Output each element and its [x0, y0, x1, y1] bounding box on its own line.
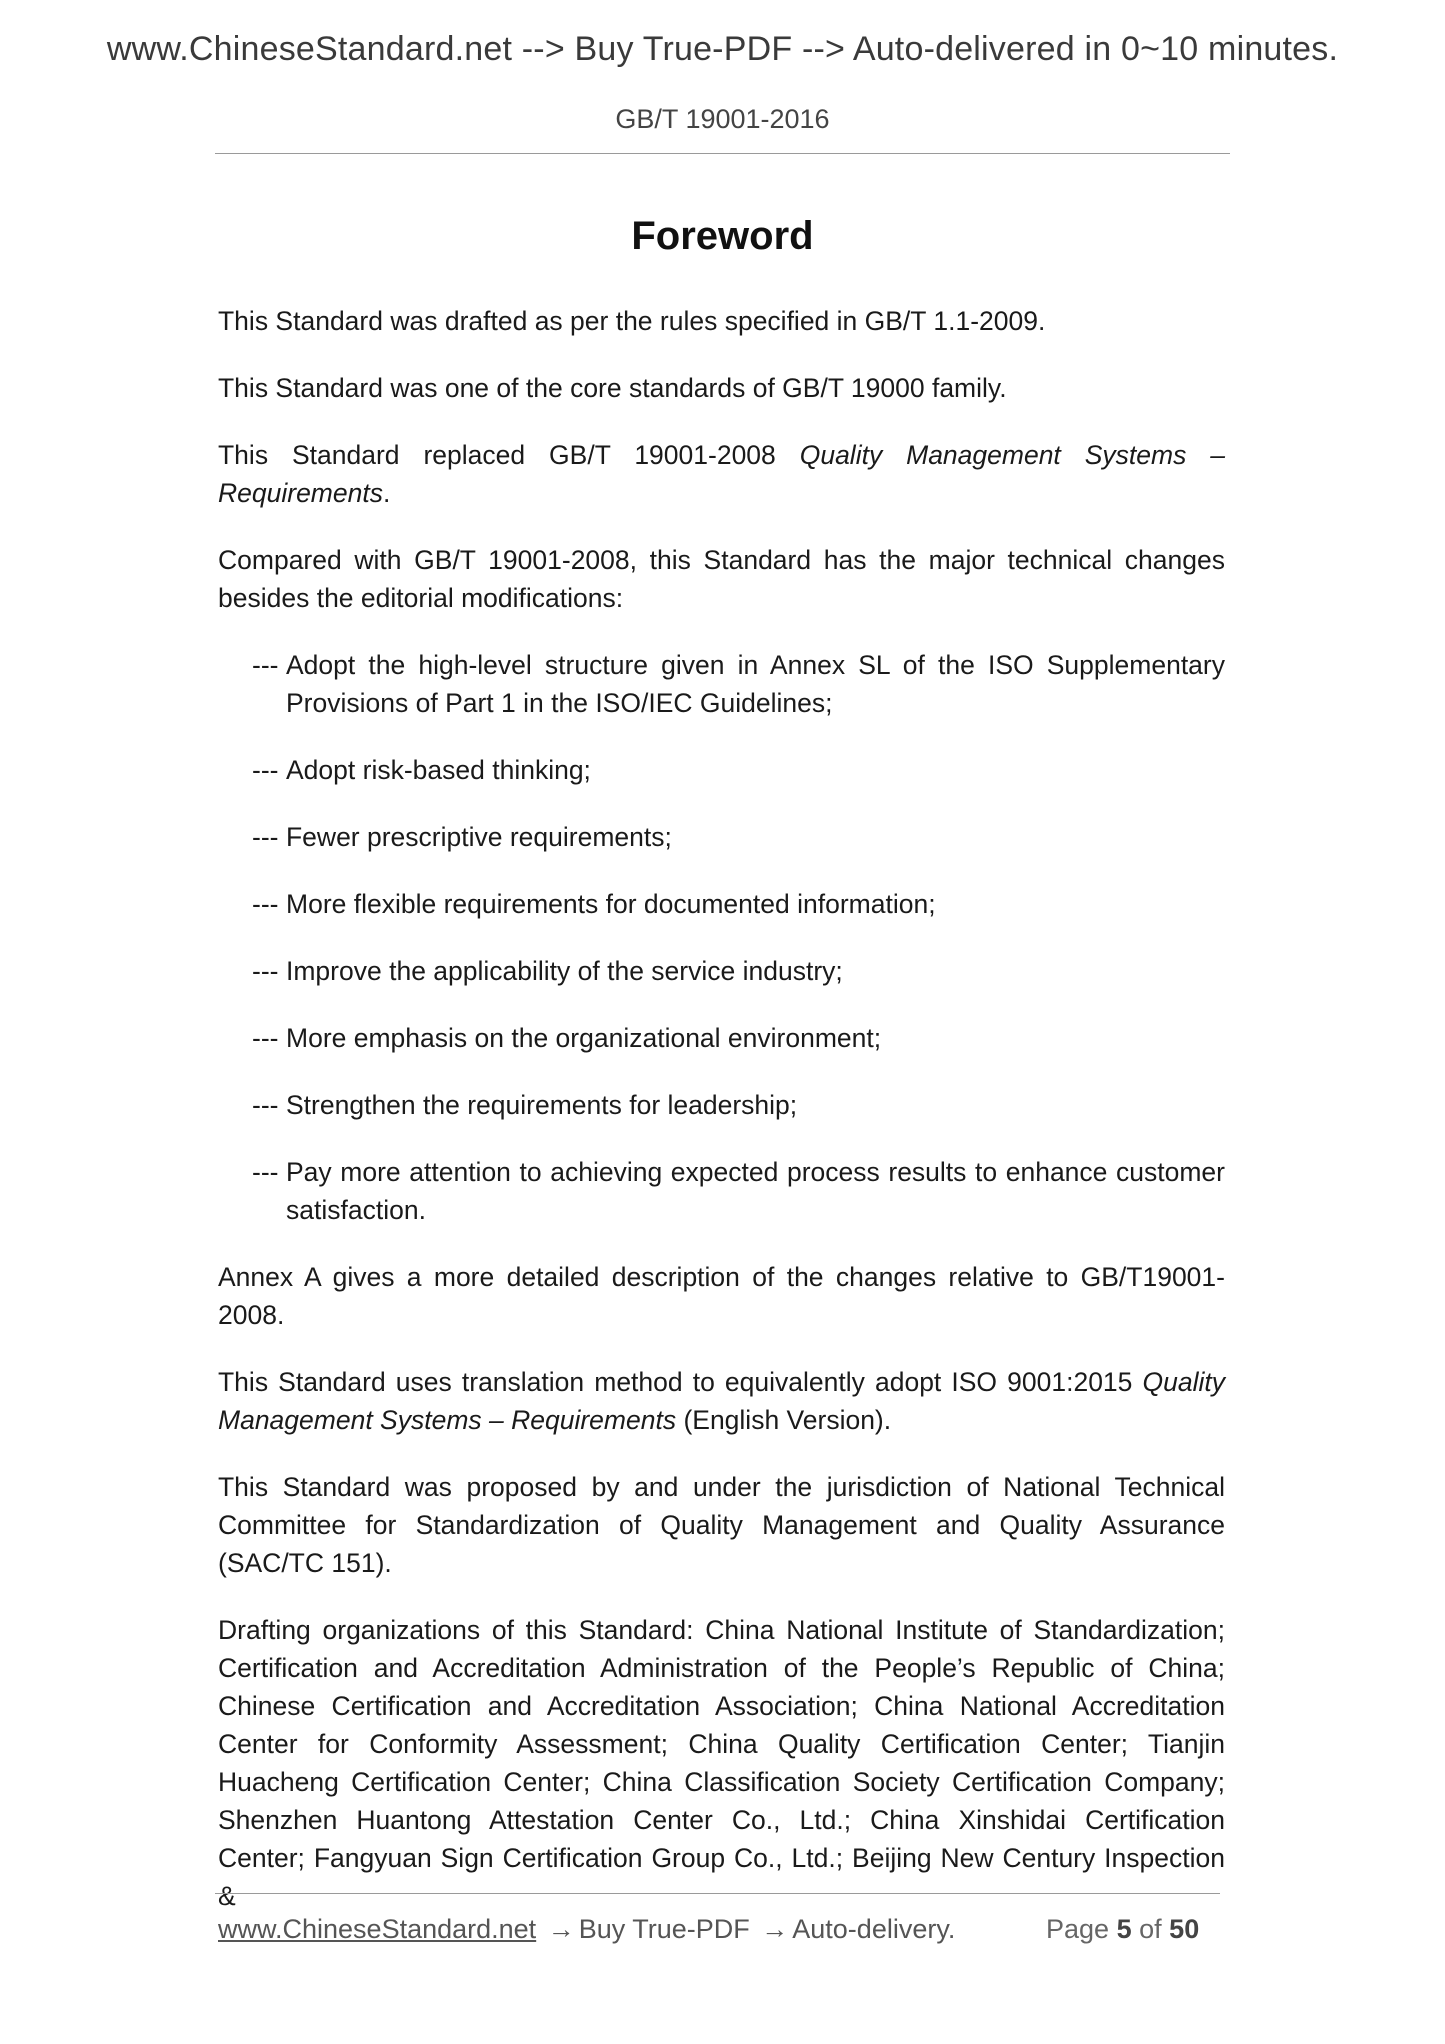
change-item — [252, 818, 1225, 856]
list-dash: --- — [252, 1157, 279, 1187]
list-dash: --- — [252, 889, 279, 919]
page-total: 50 — [1169, 1914, 1200, 1944]
translation-prefix: This Standard uses translation method to equivalently adopt ISO 9001:2015 — [218, 1367, 1143, 1397]
footer-divider — [215, 1893, 1220, 1894]
paragraph-replaced — [218, 436, 1225, 512]
change-text: More flexible requirements for documented information; — [286, 889, 936, 919]
change-text: Adopt risk-based thinking; — [286, 755, 591, 785]
list-dash: --- — [252, 1090, 279, 1120]
arrow-icon: → — [761, 1914, 789, 1944]
change-item — [252, 952, 1225, 990]
change-item — [252, 1086, 1225, 1124]
list-dash: --- — [252, 956, 279, 986]
paragraph-compared: Compared with GB/T 19001-2008, this Standard has the major technical changes besides the editorial modifications: — [218, 545, 1225, 613]
change-item — [252, 885, 1225, 923]
paragraph-jurisdiction: This Standard was proposed by and under the jurisdiction of National Technical Committee for Standardization of Quality Management and Quality Assurance (SAC/TC 151). — [218, 1472, 1225, 1578]
change-text: Pay more attention to achieving expected process results to enhance customer satisfaction. — [286, 1157, 1225, 1225]
paragraph-drafting-rules: This Standard was drafted as per the rules specified in GB/T 1.1-2009. — [218, 306, 1046, 336]
change-text: More emphasis on the organizational environment; — [286, 1023, 882, 1053]
paragraph-translation — [218, 1363, 1225, 1439]
page-title: Foreword — [631, 214, 814, 258]
page-of: of — [1139, 1914, 1162, 1944]
translation-title: Quality Management Systems – Requirements — [218, 1367, 1225, 1435]
paragraph-core-standard: This Standard was one of the core standards of GB/T 19000 family. — [218, 373, 1007, 403]
page-label: Page — [1046, 1914, 1110, 1944]
change-text: Improve the applicability of the service industry; — [286, 956, 843, 986]
delivery-text: Auto-delivery. — [792, 1914, 956, 1944]
replaced-prefix: This Standard replaced GB/T 19001-2008 — [218, 440, 800, 470]
paragraph-annex-a: Annex A gives a more detailed description of the changes relative to GB/T19001-2008. — [218, 1262, 1225, 1330]
document-body — [218, 302, 1225, 1915]
translation-suffix: (English Version). — [676, 1405, 892, 1435]
list-dash: --- — [252, 755, 279, 785]
standard-code: GB/T 19001-2016 — [615, 104, 830, 134]
page-number — [1046, 1914, 1199, 1945]
header-divider — [215, 153, 1230, 154]
change-text: Adopt the high-level structure given in Annex SL of the ISO Supplementary Provisions of Part 1 in the ISO/IEC Guidelines; — [286, 650, 1225, 718]
arrow-icon: → — [547, 1914, 575, 1944]
list-dash: --- — [252, 822, 279, 852]
list-dash: --- — [252, 650, 279, 680]
replaced-title: Quality Management Systems – Requirements — [218, 440, 1225, 508]
change-item — [252, 1153, 1225, 1229]
site-link[interactable]: www.ChineseStandard.net — [218, 1914, 537, 1944]
change-text: Strengthen the requirements for leadership; — [286, 1090, 798, 1120]
page-current: 5 — [1116, 1914, 1132, 1944]
paragraph-drafting-organizations: Drafting organizations of this Standard: China National Institute of Standardization; Certification and Accreditation Administration of the People’s Republic of China; Chinese Certification and Accreditation Association; China National Accreditation Center for Conformity Assessment; China Quality Certification Center; Tianjin Huacheng Certification Center; China Classification Society Certification Company; Shenzhen Huantong Attestation Center Co., Ltd.; China Xinshidai Certification Center; Fangyuan Sign Certification Group Co., Ltd.; Beijing New Century Inspection & — [218, 1615, 1225, 1911]
replaced-suffix: . — [382, 478, 391, 508]
list-dash: --- — [252, 1023, 279, 1053]
change-text: Fewer prescriptive requirements; — [286, 822, 672, 852]
change-item — [252, 1019, 1225, 1057]
site-banner: www.ChineseStandard.net --> Buy True-PDF --> Auto-delivered in 0~10 minutes. — [106, 30, 1339, 68]
buy-text: Buy True-PDF — [578, 1914, 750, 1944]
change-item — [252, 646, 1225, 722]
change-item — [252, 751, 1225, 789]
